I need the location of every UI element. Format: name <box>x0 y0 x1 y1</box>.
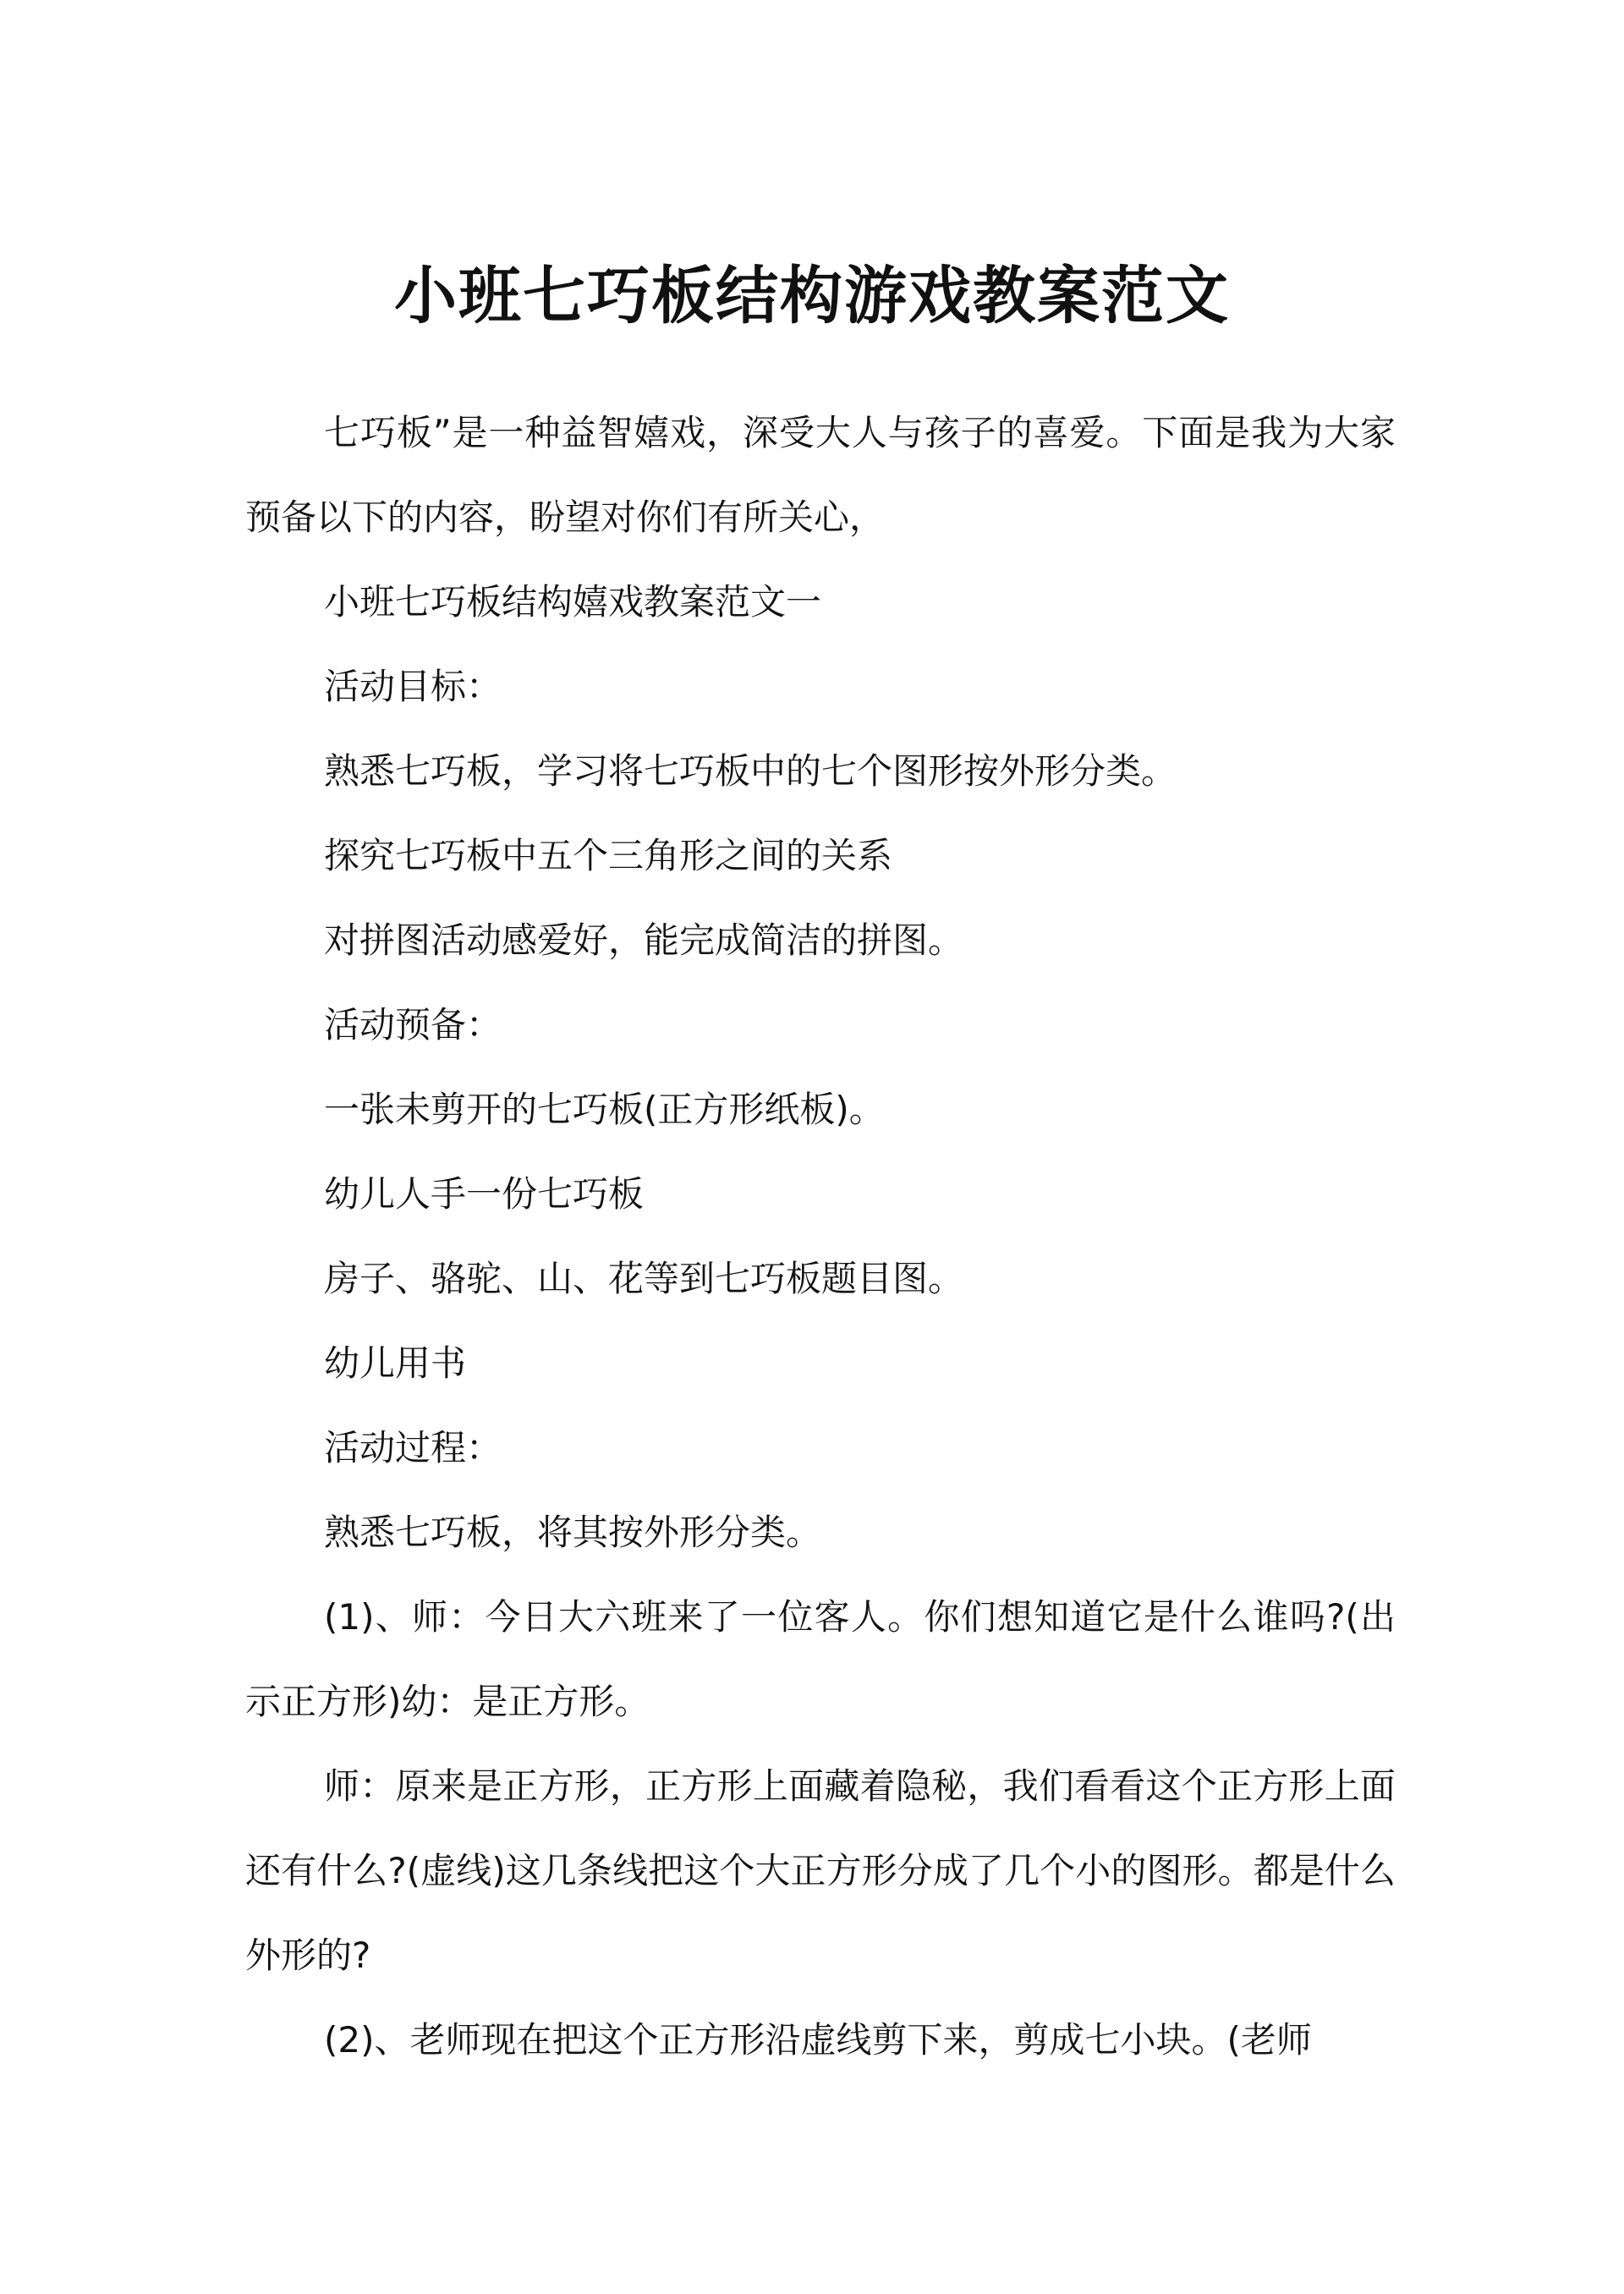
document-title: 小班七巧板结构游戏教案范文 <box>394 260 1230 332</box>
paragraph-process-2: (1)、师：今日大六班来了一位客人。你们想知道它是什么谁吗?(出示正方形)幼：是正方形。 <box>245 1596 1396 1722</box>
paragraph-prep-2: 幼儿人手一份七巧板 <box>324 1173 645 1215</box>
paragraph-goal-2: 探究七巧板中五个三角形之间的关系 <box>324 835 893 876</box>
paragraph-process-3: 师：原来是正方形，正方形上面藏着隐秘，我们看看这个正方形上面还有什么?(虚线)这几条线把这个大正方形分成了几个小的图形。都是什么外形的? <box>245 1765 1396 1976</box>
paragraph-process-1: 熟悉七巧板，将其按外形分类。 <box>324 1512 822 1553</box>
paragraph-prep-1: 一张未剪开的七巧板(正方形纸板)。 <box>324 1089 885 1130</box>
paragraph-goal-3: 对拼图活动感爱好，能完成简洁的拼图。 <box>324 919 964 961</box>
paragraph-section-heading: 小班七巧板结构嬉戏教案范文一 <box>324 581 822 623</box>
paragraph-prep-heading: 活动预备： <box>324 1004 502 1045</box>
paragraph-process-heading: 活动过程： <box>324 1427 502 1468</box>
paragraph-goals-heading: 活动目标： <box>324 666 502 707</box>
paragraph-intro: 七巧板”是一种益智嬉戏，深受大人与孩子的喜爱。下面是我为大家预备以下的内容，盼望对你们有所关心， <box>245 412 1396 538</box>
paragraph-process-4: (2)、老师现在把这个正方形沿虚线剪下来，剪成七小块。(老师 <box>324 2019 1312 2061</box>
document-body <box>245 391 1396 2083</box>
paragraph-goal-1: 熟悉七巧板，学习将七巧板中的七个图形按外形分类。 <box>324 750 1177 792</box>
paragraph-prep-4: 幼儿用书 <box>324 1342 467 1384</box>
paragraph-prep-3: 房子、骆驼、山、花等到七巧板题目图。 <box>324 1258 964 1299</box>
